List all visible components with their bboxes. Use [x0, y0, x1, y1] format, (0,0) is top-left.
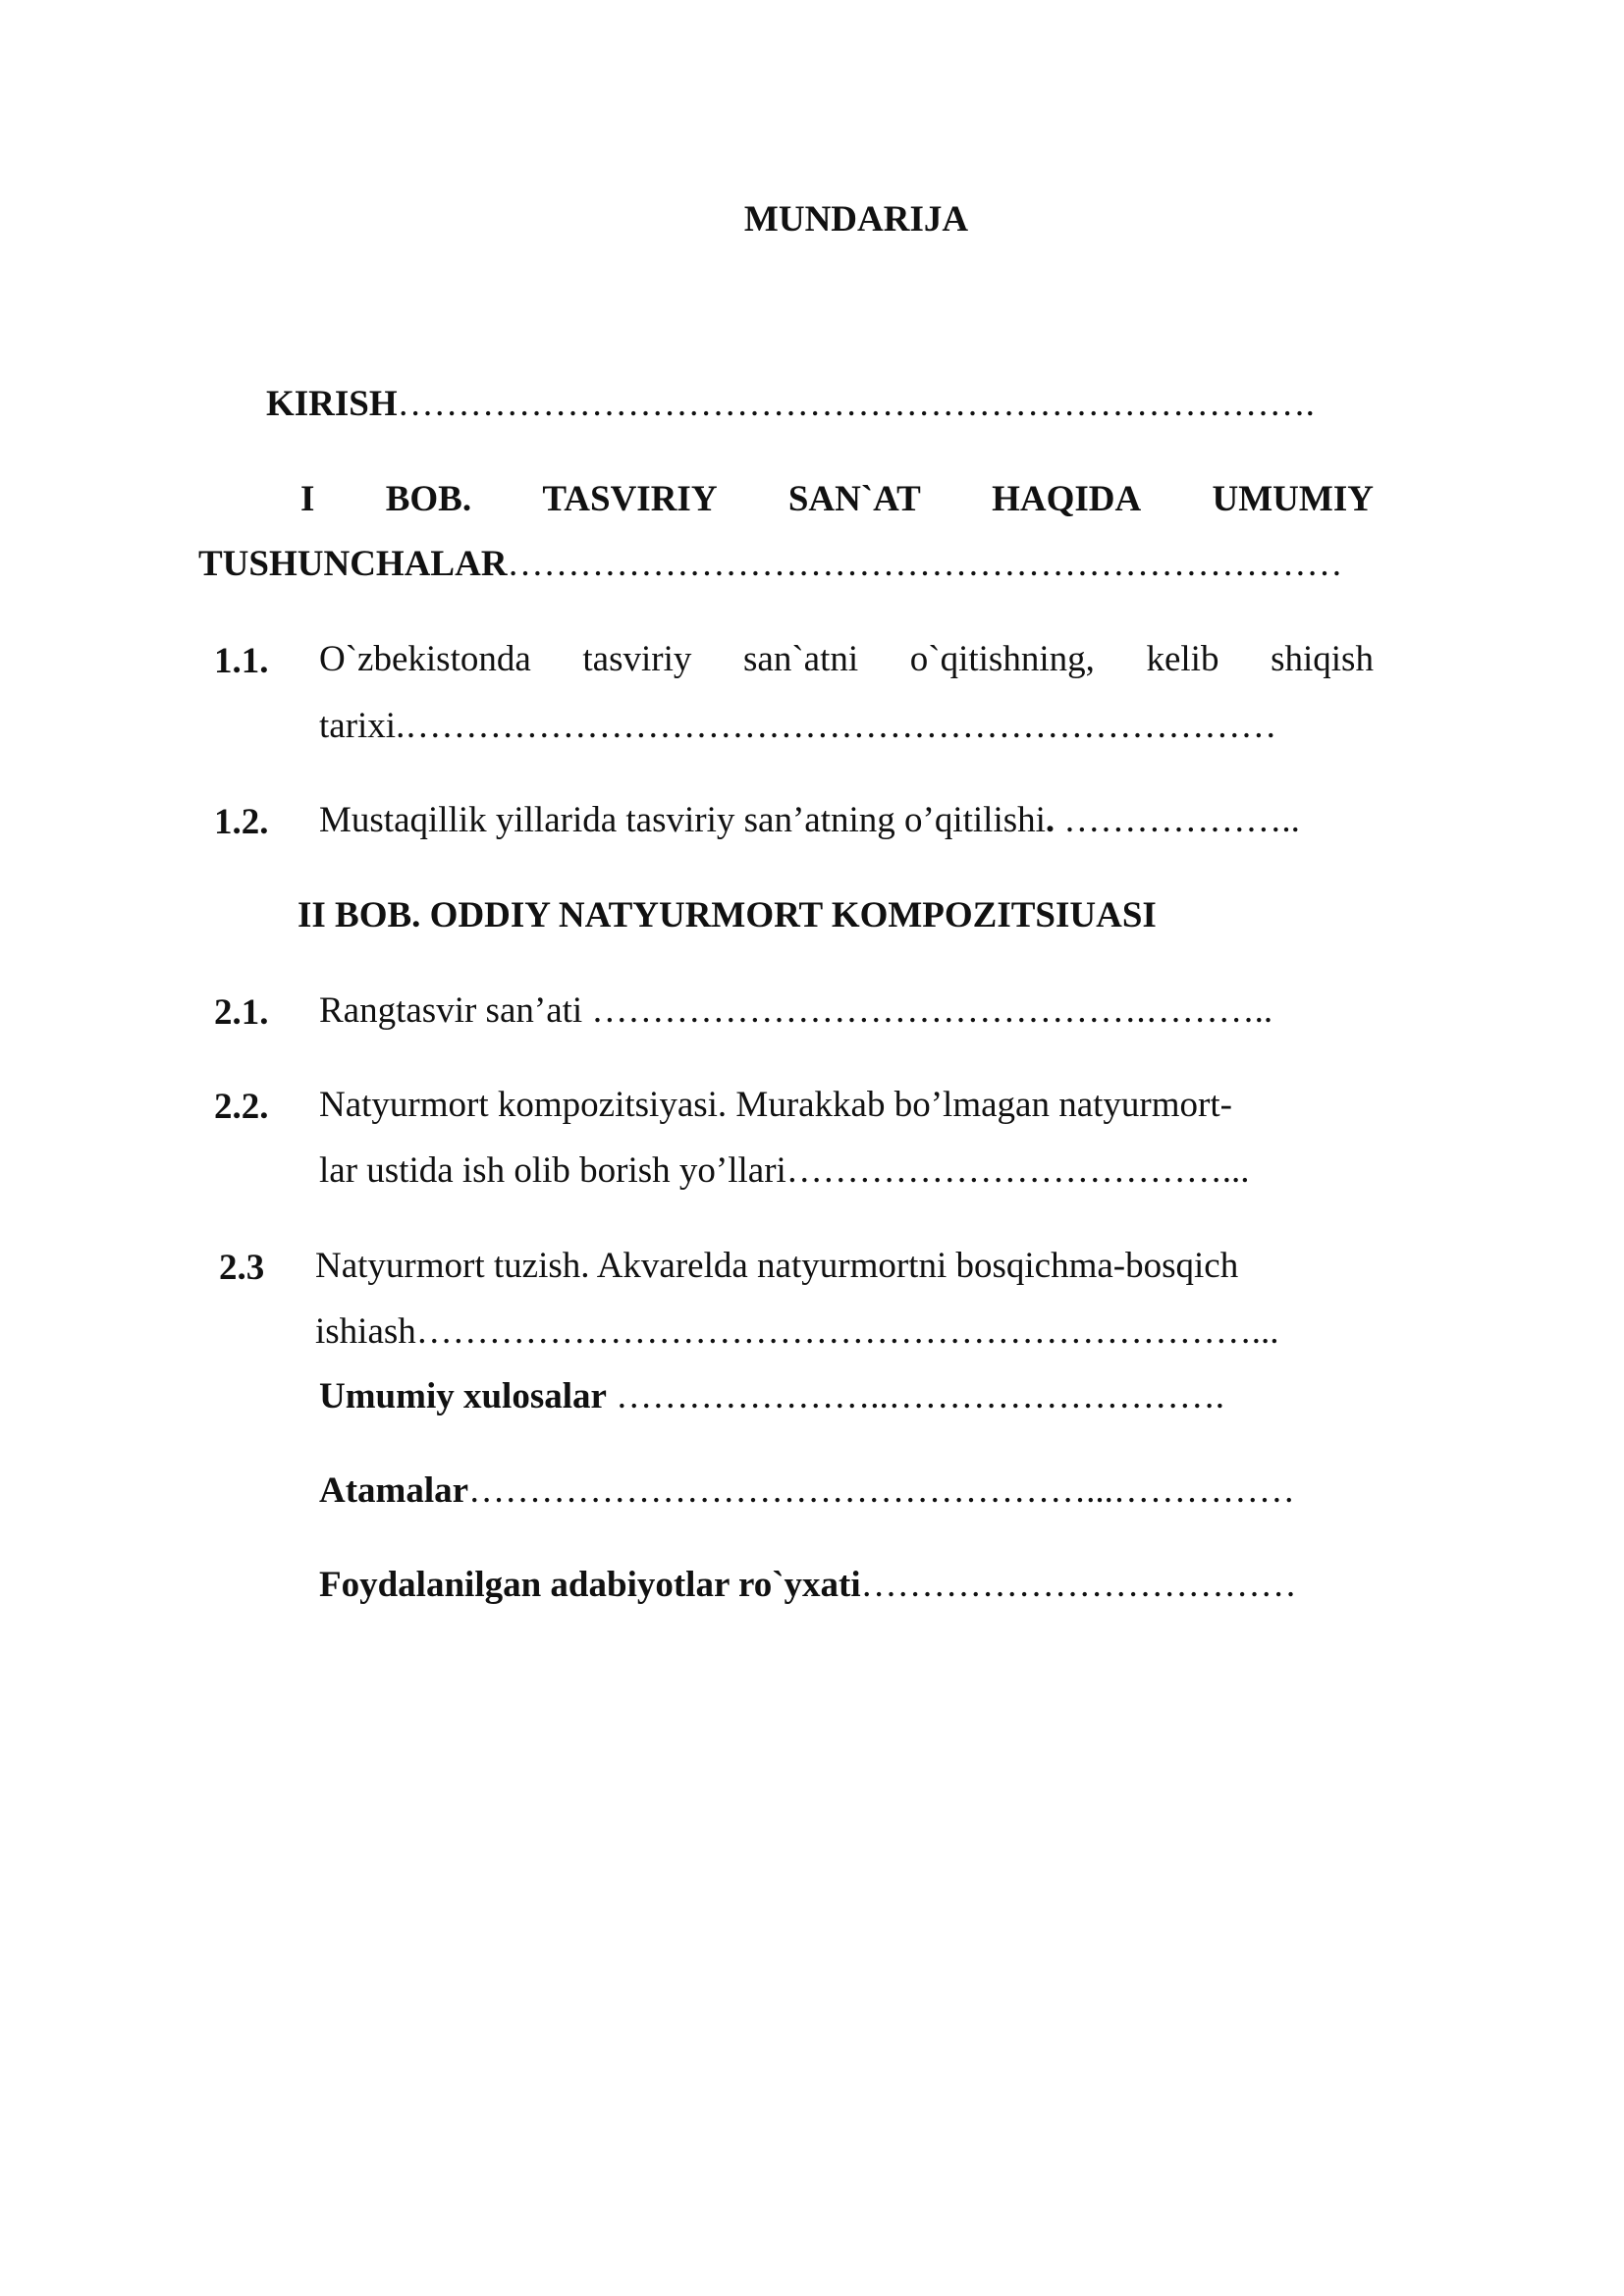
toc-section-number: 2.3 [219, 1248, 265, 1288]
toc-leader-dots: ……………….. [1055, 800, 1300, 840]
toc-word: HAQIDA [992, 479, 1142, 519]
toc-word: shiqish [1271, 639, 1374, 679]
toc-word: SAN`AT [787, 479, 921, 519]
toc-section-number: 1.1. [214, 641, 269, 681]
toc-entry-chapter-1[interactable] [300, 478, 1374, 521]
toc-entry-section-2-3-line2[interactable]: ishiash……………………………………………………………... [315, 1311, 1279, 1352]
toc-word: BOB. [385, 479, 472, 519]
toc-entry-section-1-2[interactable] [319, 799, 1300, 842]
toc-label: KIRISH [266, 384, 398, 424]
toc-word: UMUMIY [1212, 479, 1374, 519]
toc-entry-conclusions[interactable] [319, 1375, 1224, 1418]
toc-leader-dots: ……………………………………………...…………… [468, 1470, 1295, 1511]
toc-word: O`zbekistonda [319, 639, 531, 679]
toc-leader-dots: …………………………………………………………… [507, 544, 1343, 584]
toc-entry-section-2-2[interactable]: Natyurmort kompozitsiyasi. Murakkab bo’lmagan natyurmort- [319, 1085, 1232, 1125]
toc-label: TUSHUNCHALAR [198, 544, 508, 584]
toc-entry-chapter-1-line2[interactable] [198, 543, 1343, 586]
toc-label: Atamalar [319, 1470, 469, 1511]
toc-label: Foydalanilgan adabiyotlar ro`yxati [319, 1565, 861, 1605]
toc-section-number: 2.2. [214, 1087, 269, 1127]
toc-leader-dots: …………………………………………………………………. [397, 384, 1315, 424]
toc-entry-section-2-3[interactable]: Natyurmort tuzish. Akvarelda natyurmortni bosqichma-bosqich [315, 1246, 1239, 1286]
toc-label: Mustaqillik yillarida tasviriy san’atning o’qitilishi [319, 800, 1046, 840]
toc-word: I [300, 479, 315, 519]
toc-entry-section-2-2-line2[interactable]: lar ustida ish olib borish yo’llari………………………………... [319, 1150, 1250, 1191]
toc-bold-dot: . [1045, 800, 1056, 840]
page-title: MUNDARIJA [743, 199, 969, 240]
toc-entry-section-1-1-line2[interactable]: tarixi.……………………………………………………………… [319, 706, 1277, 746]
toc-section-number: 1.2. [214, 802, 269, 842]
toc-word: TASVIRIY [542, 479, 718, 519]
toc-word: kelib [1146, 639, 1219, 679]
toc-leader-dots: …………………..………………………. [606, 1376, 1224, 1416]
toc-entry-references[interactable] [319, 1564, 1297, 1607]
toc-word: tasviriy [582, 639, 692, 679]
toc-word: o`qitishning, [909, 639, 1095, 679]
toc-word: san`atni [743, 639, 859, 679]
toc-entry-chapter-2[interactable]: II BOB. ODDIY NATYURMORT KOMPOZITSIUASI [298, 895, 1157, 935]
toc-leader-dots: ……………………………… [860, 1565, 1297, 1605]
toc-entry-glossary[interactable] [319, 1469, 1295, 1513]
toc-entry-kirish[interactable] [266, 383, 1315, 426]
toc-section-number: 2.1. [214, 992, 269, 1033]
toc-entry-section-1-1[interactable] [319, 638, 1374, 681]
toc-entry-section-2-1[interactable]: Rangtasvir san’ati ……………………………………….……….. [319, 990, 1273, 1031]
toc-label: Umumiy xulosalar [319, 1376, 607, 1416]
